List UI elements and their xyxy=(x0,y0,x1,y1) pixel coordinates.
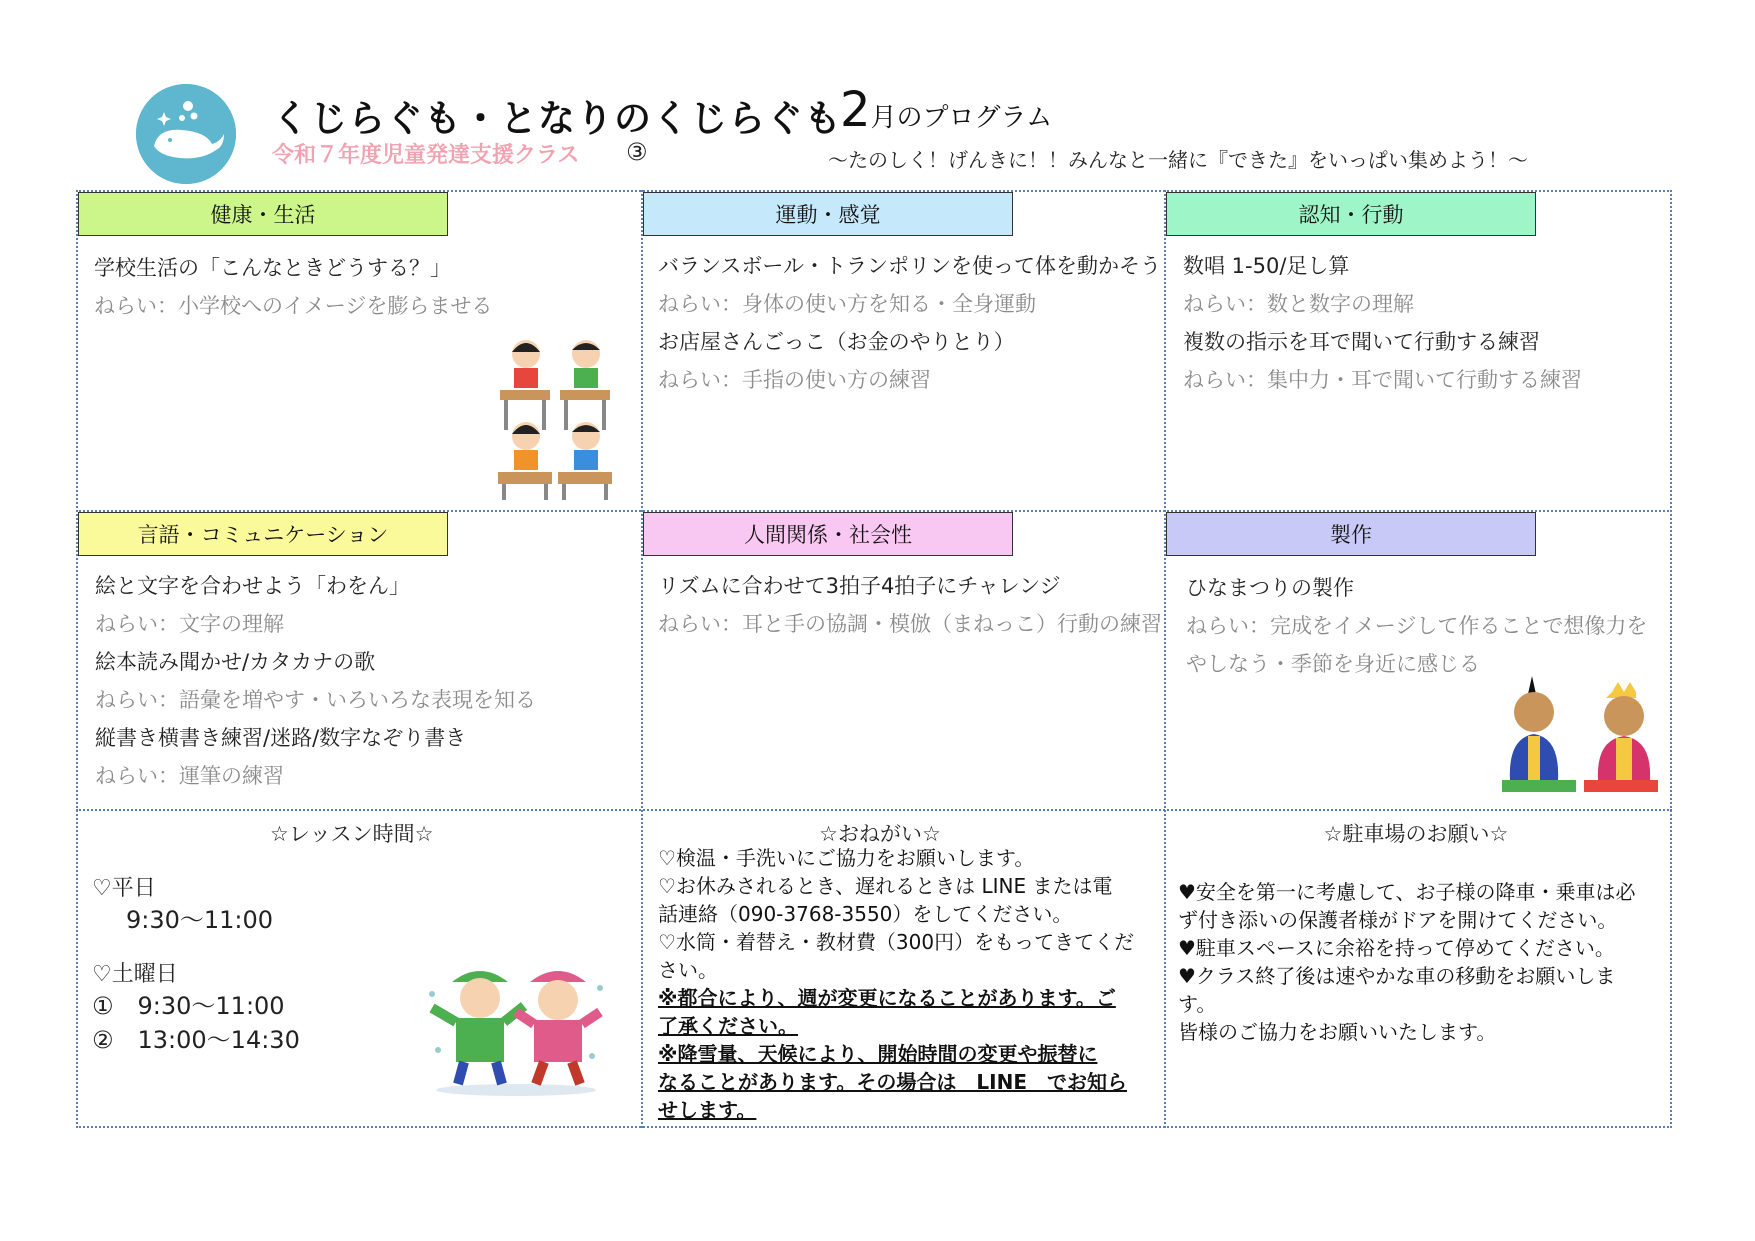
parking-line: す。 xyxy=(1178,992,1217,1016)
craft-goal-2: やしなう・季節を身近に感じる xyxy=(1186,652,1480,676)
request-line: さい。 xyxy=(658,958,718,982)
parking-line: ♥クラス終了後は速やかな車の移動をお願いしま xyxy=(1178,964,1616,988)
language-activity-2: 絵本読み聞かせ/カタカナの歌 xyxy=(95,650,376,674)
class-subtitle: 令和７年度児童発達支援クラス xyxy=(272,143,580,168)
saturday-time-1: ① 9:30～11:00 xyxy=(92,992,285,1020)
motor-activity-2: お店屋さんごっこ（お金のやりとり） xyxy=(658,330,1015,354)
hina-dolls-icon xyxy=(1502,676,1658,792)
saturday-time-2: ② 13:00～14:30 xyxy=(92,1026,300,1054)
grid-divider xyxy=(76,809,1672,811)
parking-list xyxy=(1178,878,1668,1046)
motor-goal-2: ねらい：手指の使い方の練習 xyxy=(658,368,931,392)
category-craft: 製作 xyxy=(1166,512,1536,556)
cognition-activity-2: 複数の指示を耳で聞いて行動する練習 xyxy=(1183,330,1540,354)
parking-line: 皆様のご協力をお願いいたします。 xyxy=(1178,1020,1497,1044)
cognition-goal-2: ねらい：集中力・耳で聞いて行動する練習 xyxy=(1183,368,1582,392)
lesson-title: ☆レッスン時間☆ xyxy=(270,822,434,846)
health-activity: 学校生活の「こんなときどうする？」 xyxy=(94,256,451,280)
request-notice: せします。 xyxy=(658,1098,757,1122)
grid-divider xyxy=(1164,190,1166,1128)
weekday-time: 9:30～11:00 xyxy=(126,906,274,934)
classroom-children-icon xyxy=(494,332,618,500)
language-activity-3: 縦書き横書き練習/迷路/数字なぞり書き xyxy=(95,726,467,750)
language-goal-3: ねらい：運筆の練習 xyxy=(95,764,284,788)
social-activity: リズムに合わせて3拍子4拍子にチャレンジ xyxy=(658,574,1061,598)
request-line: ♡水筒・着替え・教材費（300円）をもってきてくだ xyxy=(658,930,1135,954)
request-line: ♡お休みされるとき、遅れるときは LINE または電 xyxy=(658,874,1113,898)
request-line: ♡検温・手洗いにご協力をお願いします。 xyxy=(658,846,1035,870)
request-notice: なることがあります。その場合は LINE でお知ら xyxy=(658,1070,1127,1094)
month-label: 月のプログラム xyxy=(870,103,1053,133)
parking-line: ♥安全を第一に考慮して、お子様の降車・乗車は必 xyxy=(1178,880,1636,904)
slogan: ～たのしく！げんきに！！みんなと一緒に『できた』をいっぱい集めよう！～ xyxy=(828,148,1528,172)
language-activity-1: 絵と文字を合わせよう「わをん」 xyxy=(95,574,410,598)
saturday-label: ♡土曜日 xyxy=(92,962,178,987)
category-language: 言語・コミュニケーション xyxy=(78,512,448,556)
class-number: ③ xyxy=(626,138,648,166)
weekday-label: ♡平日 xyxy=(92,876,156,901)
request-list xyxy=(658,844,1158,1124)
category-health: 健康・生活 xyxy=(78,192,448,236)
health-goal: ねらい：小学校へのイメージを膨らませる xyxy=(94,294,493,318)
cognition-goal-1: ねらい：数と数字の理解 xyxy=(1183,292,1414,316)
parking-line: ♥駐車スペースに余裕を持って停めてください。 xyxy=(1178,936,1615,960)
request-title: ☆おねがい☆ xyxy=(819,822,941,846)
craft-activity: ひなまつりの製作 xyxy=(1186,576,1354,600)
request-notice: 了承ください。 xyxy=(658,1014,798,1038)
language-goal-2: ねらい：語彙を増やす・いろいろな表現を知る xyxy=(95,688,536,712)
page-title: くじらぐも・となりのくじらぐも xyxy=(272,97,842,140)
month-number: 2 xyxy=(840,82,871,138)
category-motor: 運動・感覚 xyxy=(643,192,1013,236)
month-heading xyxy=(840,82,1052,138)
request-notice: ※降雪量、天候により、開始時間の変更や振替に xyxy=(658,1042,1098,1066)
parking-title: ☆駐車場のお願い☆ xyxy=(1323,822,1509,846)
category-social: 人間関係・社会性 xyxy=(643,512,1013,556)
whale-logo-icon xyxy=(136,84,236,184)
motor-goal-1: ねらい：身体の使い方を知る・全身運動 xyxy=(658,292,1036,316)
category-cognition: 認知・行動 xyxy=(1166,192,1536,236)
cognition-activity-1: 数唱 1-50/足し算 xyxy=(1183,254,1350,278)
request-notice: ※都合により、週が変更になることがあります。ご xyxy=(658,986,1116,1010)
request-line: 話連絡（090-3768-3550）をしてください。 xyxy=(658,902,1073,926)
language-goal-1: ねらい：文字の理解 xyxy=(95,612,284,636)
motor-activity-1: バランスボール・トランポリンを使って体を動かそう xyxy=(658,254,1161,278)
social-goal: ねらい：耳と手の協調・模倣（まねっこ）行動の練習 xyxy=(658,612,1162,636)
winter-children-icon xyxy=(424,960,610,1096)
grid-divider xyxy=(641,190,643,1128)
parking-line: ず付き添いの保護者様がドアを開けてください。 xyxy=(1178,908,1618,932)
craft-goal-1: ねらい：完成をイメージして作ることで想像力を xyxy=(1186,614,1648,638)
